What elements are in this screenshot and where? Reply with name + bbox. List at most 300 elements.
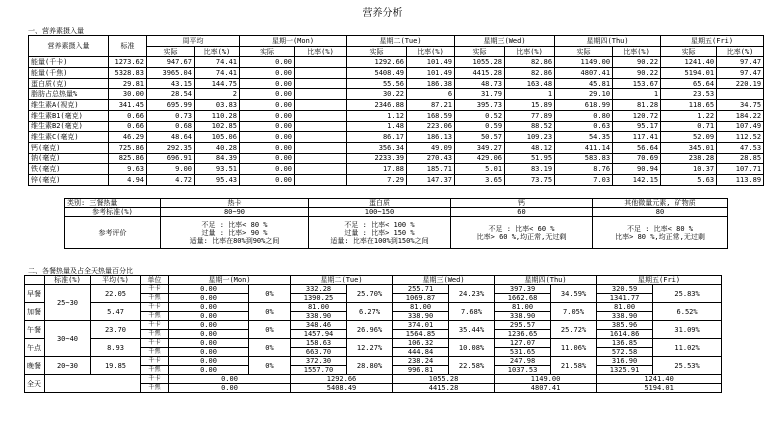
table-cell: 345.01 [661,142,717,153]
reference-value: 60 [451,208,593,217]
total-value: 0.00 [169,375,291,384]
table-cell: 0.71 [661,121,717,132]
header-ratio: 比率(%) [407,46,455,57]
table-cell [295,78,347,89]
table-cell: 56.64 [613,142,661,153]
table-cell: 6 [407,89,455,100]
table-cell: 107.71 [717,164,764,175]
table-cell: 1.48 [347,121,407,132]
table-cell: 17.88 [347,164,407,175]
table-cell: 0.63 [555,121,613,132]
header-actual: 实际 [240,46,295,57]
header-nutrient: 营养素摄入量 [29,36,109,57]
meal-value: 0.00 [169,285,249,294]
total-value: 1292.66 [291,375,393,384]
unit-cell: 千卡 [141,375,169,384]
table-cell: 0.52 [455,110,505,121]
table-cell: 0.00 [240,78,295,89]
meal-percent: 35.44% [449,321,495,339]
table-cell: 55.56 [347,78,407,89]
meal-percent: 24.23% [449,285,495,303]
table-cell: 蛋白质(克) [29,78,109,89]
meal-value: 0.00 [169,339,249,348]
table-cell: 97.47 [717,57,764,68]
table-cell: 142.15 [613,174,661,185]
table-row [29,78,764,89]
total-value: 1055.28 [393,375,495,384]
table-cell: 73.75 [505,174,555,185]
table-cell: 90.22 [613,68,661,79]
unit-cell: 千焦 [141,384,169,393]
meal-standard: 30~40 [45,321,91,357]
meal-percent: 7.05% [551,303,597,321]
table-cell: 46.29 [109,132,147,143]
table-cell: 48.64 [147,132,195,143]
table-cell: 90.22 [613,57,661,68]
total-value: 5408.49 [291,384,393,393]
table-cell: 51.95 [505,153,555,164]
meal-value: 0.00 [169,312,249,321]
unit-cell: 千卡 [141,321,169,330]
total-name: 全天 [25,375,45,393]
table-cell: 47.53 [717,142,764,153]
meal-average: 23.70 [91,321,141,339]
meal-percent: 11.02% [653,339,722,357]
table-cell: 锌(毫克) [29,174,109,185]
table-cell: 5.01 [455,164,505,175]
table-cell: 3965.04 [147,68,195,79]
table-cell: 维生素A(视克) [29,100,109,111]
table-cell: 4415.28 [455,68,505,79]
unit-cell: 千卡 [141,285,169,294]
table-cell: 356.34 [347,142,407,153]
table-cell: 1055.28 [455,57,505,68]
table-cell: 184.22 [717,110,764,121]
table-cell: 维生素B1(毫克) [29,110,109,121]
meal-value: 0.00 [169,294,249,303]
meal-standard: 20~30 [45,357,91,375]
evaluation-cell [161,217,309,249]
meal-value: 338.90 [291,312,347,321]
meal-value: 1557.70 [291,366,347,375]
table-cell: 88.52 [505,121,555,132]
table-cell: 112.52 [717,132,764,143]
table-cell: 95.17 [613,121,661,132]
table-cell: 153.67 [613,78,661,89]
table-cell: 0.00 [240,164,295,175]
table-cell [295,153,347,164]
header-day: 星期一(Mon) [240,36,347,47]
table-cell: 411.14 [555,142,613,153]
table-cell: 74.41 [195,68,240,79]
header-actual: 实际 [147,46,195,57]
reference-row [65,208,728,217]
meal-value: 0.00 [169,321,249,330]
table-cell: 101.49 [407,57,455,68]
table-cell: 1.22 [661,110,717,121]
meal-value: 0.00 [169,330,249,339]
meal-value: 1069.87 [393,294,449,303]
table-cell: 54.35 [555,132,613,143]
meal-value: 1457.94 [291,330,347,339]
meal-value: 338.90 [495,312,551,321]
meal-value: 338.90 [393,312,449,321]
table-cell: 0.00 [240,174,295,185]
table-cell: 5328.83 [109,68,147,79]
table-cell: 0.73 [147,110,195,121]
table-cell: 186.38 [407,78,455,89]
meal-row [25,303,722,312]
header-actual: 实际 [661,46,717,57]
table-cell: 0.00 [240,132,295,143]
table-cell [717,89,764,100]
meal-value: 397.39 [495,285,551,294]
table-cell: 947.67 [147,57,195,68]
table-cell: 5194.01 [661,68,717,79]
reference-value: 80 [593,208,728,217]
meal-energy-table [24,275,722,393]
table-cell: 5408.49 [347,68,407,79]
table-cell: 0.00 [240,121,295,132]
table-cell: 1273.62 [109,57,147,68]
table-cell: 102.85 [195,121,240,132]
table-row [29,153,764,164]
category-cell: 钙 [451,199,593,208]
meal-percent: 0% [249,285,291,303]
table-cell [295,142,347,153]
evaluation-line: 不足 : 比率< 60 % [488,224,555,233]
meal-percent: 7.68% [449,303,495,321]
meal-value: 320.59 [597,285,653,294]
meal-value: 81.00 [291,303,347,312]
table-cell: 2346.88 [347,100,407,111]
table-row [29,110,764,121]
meal-value: 316.90 [597,357,653,366]
meal-value: 127.07 [495,339,551,348]
table-cell: 4807.41 [555,68,613,79]
meal-value: 332.28 [291,285,347,294]
table-row [29,89,764,100]
table-cell: 9.00 [147,164,195,175]
header-day: 周平均 [147,36,240,47]
table-cell: 618.99 [555,100,613,111]
meal-value: 0.00 [169,357,249,366]
table-cell: 4.94 [109,174,147,185]
header-actual: 实际 [455,46,505,57]
meal-value: 374.01 [393,321,449,330]
header-average: 平均(%) [91,276,141,285]
meal-percent: 11.06% [551,339,597,357]
table-cell: 0.00 [240,110,295,121]
table-cell: 0.59 [455,121,505,132]
table-cell: 能量(千卡) [29,57,109,68]
table-cell: 65.64 [661,78,717,89]
meal-value: 81.00 [393,303,449,312]
header-ratio: 比率(%) [195,46,240,57]
table-cell: 2 [195,89,240,100]
table-row [29,174,764,185]
header-day: 星期三(Wed) [455,36,555,47]
table-cell: 117.41 [613,132,661,143]
header-ratio: 比率(%) [505,46,555,57]
table-cell: 93.51 [195,164,240,175]
table-cell: 2233.39 [347,153,407,164]
table-cell: 7.03 [555,174,613,185]
table-cell: 83.19 [505,164,555,175]
table-cell: 725.86 [109,142,147,153]
table-cell: 220.19 [717,78,764,89]
table-cell [295,174,347,185]
meal-value: 1236.65 [495,330,551,339]
meal-value: 1390.25 [291,294,347,303]
table-cell: 0.00 [240,100,295,111]
meal-value: 572.58 [597,348,653,357]
table-cell [295,57,347,68]
evaluation-line: 不足 : 比率< 80 % [201,220,268,229]
table-cell: 1.12 [347,110,407,121]
meal-average: 19.85 [91,357,141,375]
evaluation-label: 参考评价 [65,217,161,249]
table-cell: 270.43 [407,153,455,164]
meal-percent: 6.52% [653,303,722,321]
table-cell: 0.00 [240,68,295,79]
table-row [29,57,764,68]
table-cell: 81.28 [613,100,661,111]
table-row [29,68,764,79]
meal-name: 午点 [25,339,45,357]
meal-value: 385.96 [597,321,653,330]
header-blank [25,276,45,285]
meal-value: 338.90 [597,312,653,321]
evaluation-row [65,217,728,249]
table-cell: 86.17 [347,132,407,143]
table-cell: 49.09 [407,142,455,153]
reference-value: 80~90 [161,208,309,217]
table-cell: 87.21 [407,100,455,111]
header-actual: 实际 [555,46,613,57]
table-cell: 28.85 [717,153,764,164]
meal-average: 22.05 [91,285,141,303]
meal-row [25,339,722,348]
meal-name: 早餐 [25,285,45,303]
meal-value: 0.00 [169,303,249,312]
table-cell: 维生素C(毫克) [29,132,109,143]
table-cell: 0.68 [147,121,195,132]
unit-cell: 千卡 [141,303,169,312]
meal-name: 加餐 [25,303,45,321]
category-cell: 蛋白质 [309,199,451,208]
meal-percent: 25.53% [653,357,722,375]
header-standard: 标准(%) [45,276,91,285]
meal-value: 996.81 [393,366,449,375]
header-unit: 单位 [141,276,169,285]
reference-standard-table [64,198,728,249]
table-cell: 107.49 [717,121,764,132]
table-cell: 696.91 [147,153,195,164]
meal-value: 444.84 [393,348,449,357]
table-cell: 120.72 [613,110,661,121]
header-day: 星期五(Fri) [597,276,722,285]
table-cell: 82.86 [505,57,555,68]
header-day: 星期一(Mon) [169,276,291,285]
meal-percent: 10.08% [449,339,495,357]
table-cell: 97.47 [717,68,764,79]
table-cell: 341.45 [109,100,147,111]
meal-value: 1662.68 [495,294,551,303]
evaluation-cell [309,217,451,249]
header-day: 星期四(Thu) [555,36,661,47]
meal-value: 1564.85 [393,330,449,339]
table-cell [295,164,347,175]
header-day: 星期四(Thu) [495,276,597,285]
total-value: 1241.40 [597,375,722,384]
meal-average: 5.47 [91,303,141,321]
table-cell: 03.83 [195,100,240,111]
table-cell: 0.66 [109,110,147,121]
meal-value: 531.65 [495,348,551,357]
table-cell: 31.79 [455,89,505,100]
table-cell: 4.72 [147,174,195,185]
meal-value: 1341.77 [597,294,653,303]
unit-cell: 千焦 [141,330,169,339]
meal-row [25,285,722,294]
table-row [29,100,764,111]
evaluation-line: 适量: 比率在100%到150%之间 [330,236,429,245]
table-cell: 0.80 [555,110,613,121]
section-title-meals: 二、各餐热量及占全天热量百分比 [28,267,133,275]
table-cell: 395.73 [455,100,505,111]
meal-standard: 25~30 [45,285,91,321]
table-cell: 48.73 [455,78,505,89]
table-cell: 1149.00 [555,57,613,68]
table-cell: 695.99 [147,100,195,111]
meal-percent: 0% [249,303,291,321]
table-cell [295,68,347,79]
table-cell: 5.63 [661,174,717,185]
table-header-row [29,36,764,47]
table-cell: 7.29 [347,174,407,185]
table-cell: 钙(毫克) [29,142,109,153]
table-cell: 74.41 [195,57,240,68]
meal-percent: 25.83% [653,285,722,303]
table-row [29,121,764,132]
table-cell: 82.86 [505,68,555,79]
table-cell: 163.48 [505,78,555,89]
table-cell: 10.37 [661,164,717,175]
table-cell: 185.71 [407,164,455,175]
table-cell: 40.28 [195,142,240,153]
table-cell: 30.22 [347,89,407,100]
evaluation-cell [451,217,593,249]
meal-value: 158.63 [291,339,347,348]
unit-cell: 千焦 [141,294,169,303]
meal-percent: 12.27% [347,339,393,357]
table-cell: 223.06 [407,121,455,132]
table-cell: 29.81 [109,78,147,89]
meal-row [25,321,722,330]
total-value: 5194.01 [597,384,722,393]
table-cell: 90.94 [613,164,661,175]
table-cell: 9.63 [109,164,147,175]
table-cell: 0.00 [240,89,295,100]
table-cell: 429.06 [455,153,505,164]
reference-label: 参考标准(%) [65,208,161,217]
table-row [29,132,764,143]
meal-percent: 31.09% [653,321,722,339]
evaluation-line: 比率> 80 %,均正常,无过剩 [615,232,705,241]
header-ratio: 比率(%) [295,46,347,57]
table-cell: 238.28 [661,153,717,164]
table-cell: 1241.40 [661,57,717,68]
table-cell: 29.10 [555,89,613,100]
meal-row [25,357,722,366]
meal-percent: 28.80% [347,357,393,375]
header-day: 星期二(Tue) [291,276,393,285]
unit-cell: 千卡 [141,357,169,366]
unit-cell: 千卡 [141,339,169,348]
unit-cell: 千焦 [141,366,169,375]
table-cell: 43.15 [147,78,195,89]
table-cell: 脂肪占总热量% [29,89,109,100]
total-value: 4807.41 [495,384,597,393]
header-day: 星期二(Tue) [347,36,455,47]
meal-name: 晚餐 [25,357,45,375]
meal-value: 255.71 [393,285,449,294]
table-cell: 28.54 [147,89,195,100]
table-cell: 铁(毫克) [29,164,109,175]
table-cell: 292.35 [147,142,195,153]
table-cell: 825.86 [109,153,147,164]
table-cell: 3.65 [455,174,505,185]
evaluation-line: 比率> 60 %,均正常,无过剩 [476,232,567,241]
table-cell: 95.43 [195,174,240,185]
unit-cell: 千焦 [141,312,169,321]
table-cell [295,110,347,121]
table-cell: 30.00 [109,89,147,100]
header-ratio: 比率(%) [717,46,764,57]
header-day: 星期五(Fri) [661,36,764,47]
table-cell: 能量(千焦) [29,68,109,79]
header-actual: 实际 [347,46,407,57]
total-row [25,375,722,384]
evaluation-line: 不足 : 比率< 80 % [627,224,693,233]
meal-name: 午餐 [25,321,45,339]
table-cell: 维生素B2(毫克) [29,121,109,132]
meal-value: 81.00 [597,303,653,312]
meal-value: 0.00 [169,366,249,375]
meal-value: 0.00 [169,348,249,357]
evaluation-line: 过量 : 比率> 150 % [344,228,415,237]
meal-value: 1325.91 [597,366,653,375]
evaluation-line: 过量 : 比率> 90 % [201,228,268,237]
category-row [65,199,728,208]
total-value: 4415.28 [393,384,495,393]
table-cell: 168.59 [407,110,455,121]
evaluation-line: 不足 : 比率< 100 % [344,220,415,229]
total-value: 0.00 [169,384,291,393]
table-cell: 0.00 [240,142,295,153]
meal-percent: 0% [249,321,291,339]
meal-value: 348.46 [291,321,347,330]
unit-cell: 千焦 [141,348,169,357]
table-cell: 52.09 [661,132,717,143]
meal-value: 372.30 [291,357,347,366]
table-cell: 0.00 [240,57,295,68]
table-cell: 186.13 [407,132,455,143]
table-header-row [25,276,722,285]
category-cell: 热卡 [161,199,309,208]
table-cell [295,121,347,132]
